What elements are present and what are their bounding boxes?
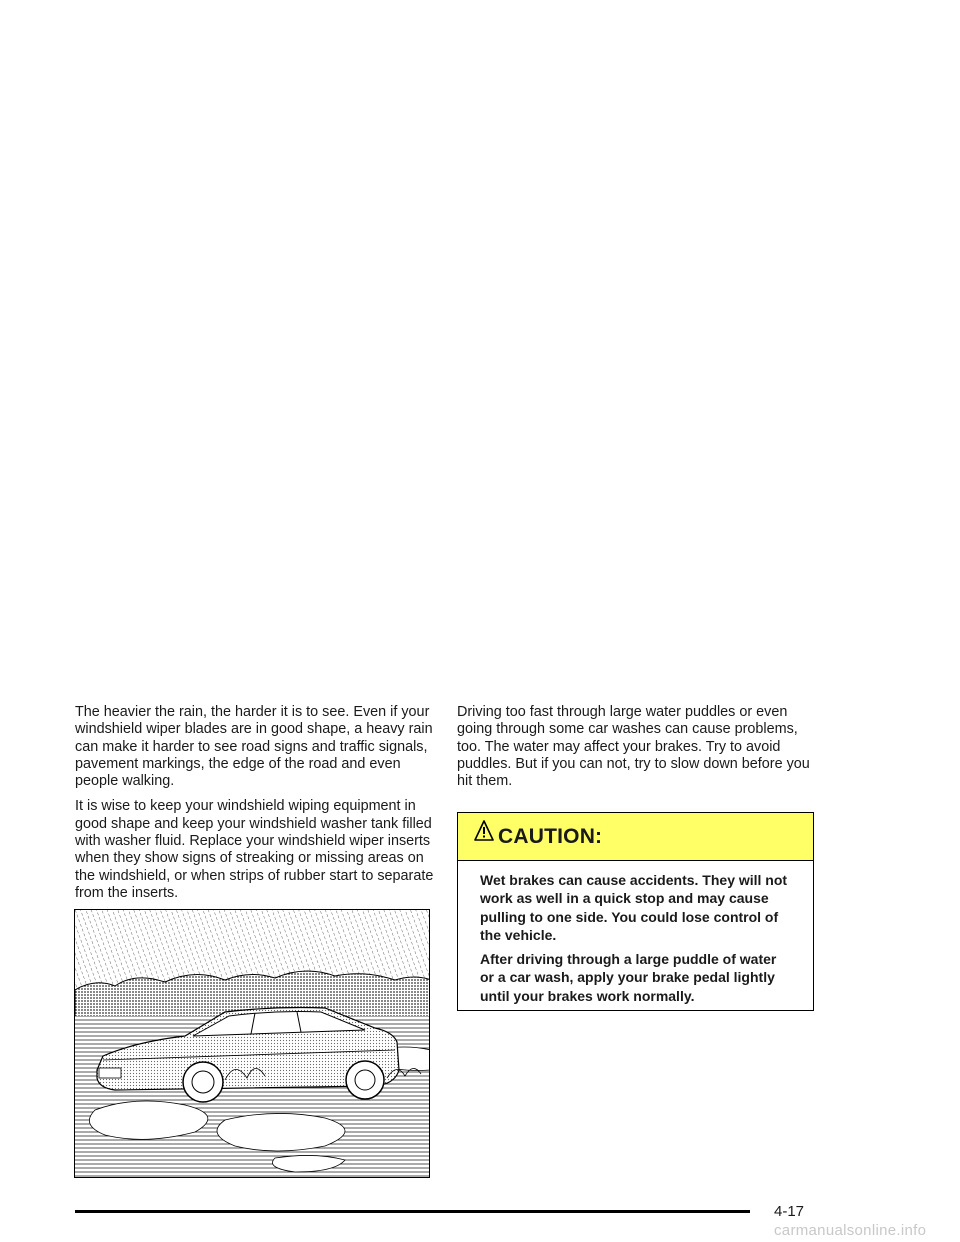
car-driving-through-puddles-illustration <box>74 909 430 1178</box>
rain-visibility-paragraph: The heavier the rain, the harder it is to see. Even if your windshield wiper blades are in good shape, a heavy rain can make it harder to see road signs and traffic signals, pavement markings, the edge of the road and even people walking. <box>75 704 433 790</box>
caution-body <box>458 861 813 1005</box>
page-number: 4-17 <box>774 1203 805 1220</box>
warning-triangle-icon <box>474 826 498 847</box>
brake-drying-instruction: After driving through a large puddle of water or a car wash, apply your brake pedal lightly until your brakes work normally. <box>480 951 777 1004</box>
caution-box <box>457 812 814 1011</box>
left-column <box>75 704 437 910</box>
puddle-driving-paragraph: Driving too fast through large water puddles or even going through some car washes can cause problems, too. The water may affect your brakes. Try to avoid puddles. But if you can not, try to slow down before you hit them. <box>457 704 810 790</box>
watermark: carmanualsonline.info <box>774 1222 927 1239</box>
car-illustration-svg <box>75 910 430 1178</box>
wiper-maintenance-paragraph: It is wise to keep your windshield wiping equipment in good shape and keep your windshield washer tank filled with washer fluid. Replace your windshield wiper inserts when they show signs of streaking or missing areas on the windshield, or when strips of rubber start to separate from the inserts. <box>75 798 434 901</box>
right-column <box>457 704 817 798</box>
wet-brakes-warning: Wet brakes can cause accidents. They will not work as well in a quick stop and may cause pulling to one side. You could lose control of the vehicle. <box>480 872 788 943</box>
caution-header <box>458 813 813 861</box>
footer-rule <box>75 1210 750 1213</box>
caution-title: CAUTION: <box>498 824 603 848</box>
